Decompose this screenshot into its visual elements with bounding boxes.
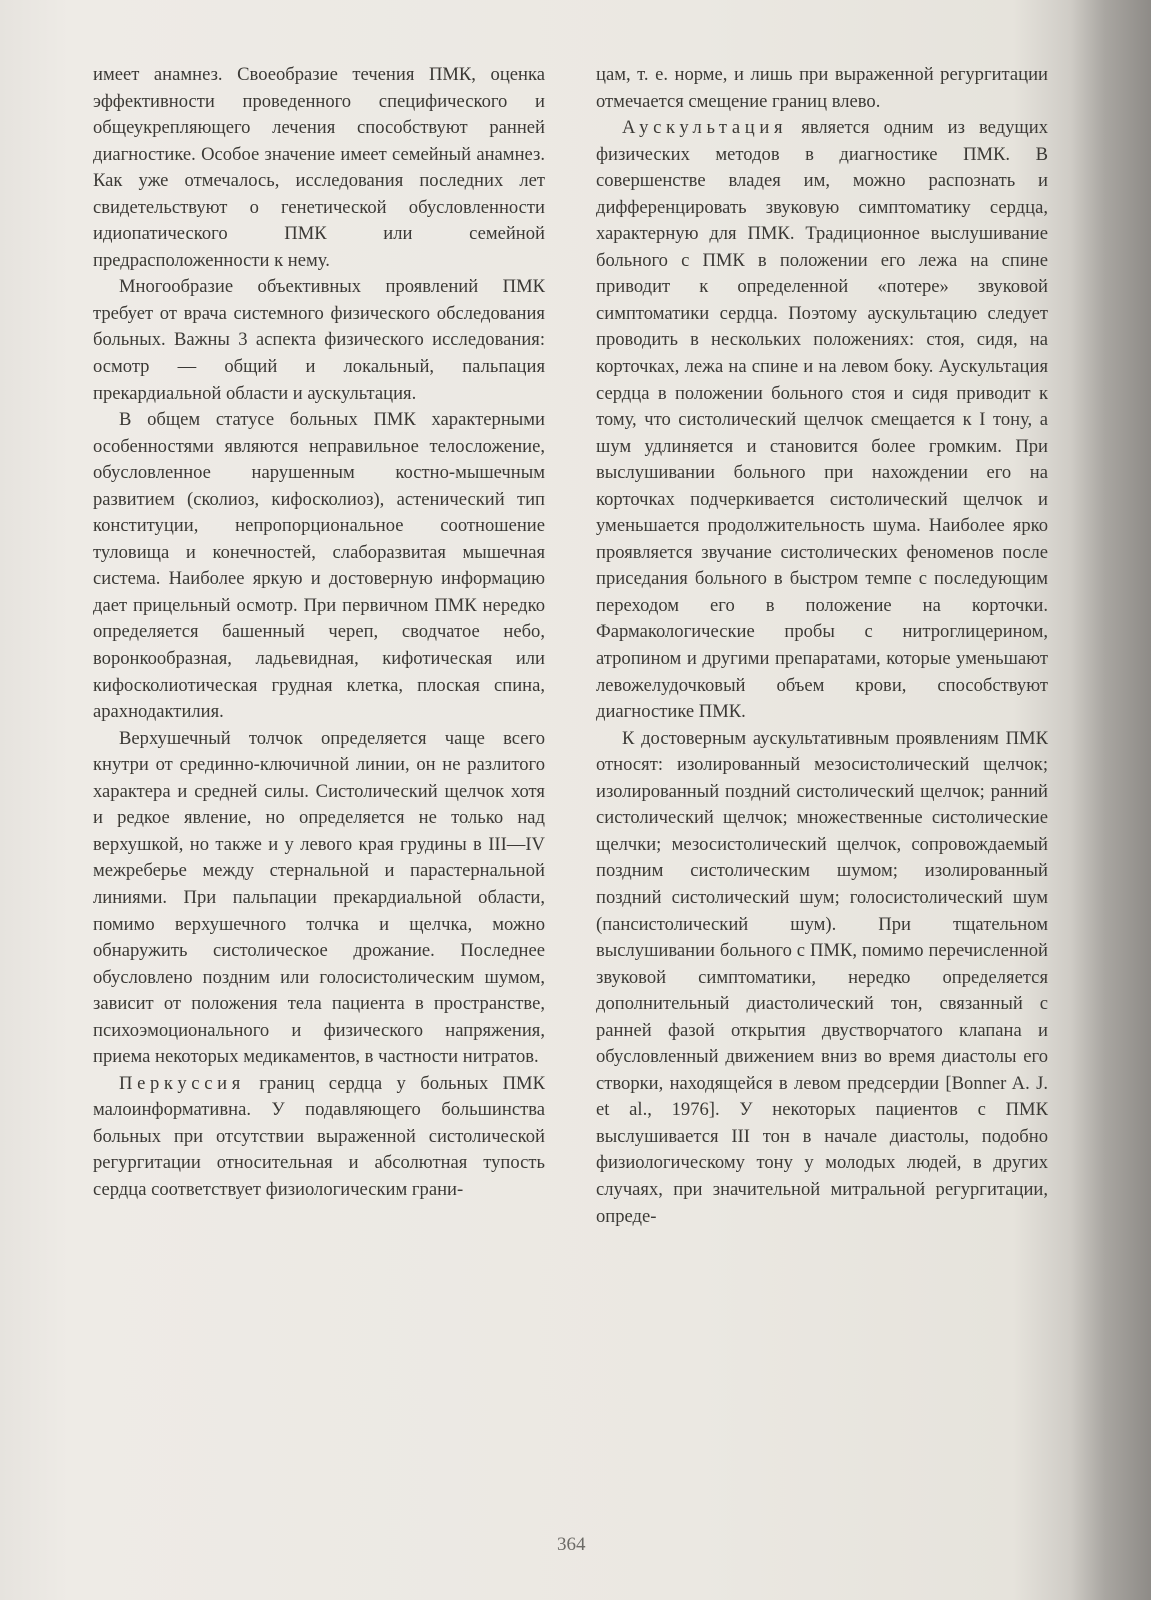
auscultation-text: является одним из ведущих физических методов в диагностике ПМК. В совершенстве владея им, можно распознать и дифференцировать звуковую симптоматику сердца, характерную для ПМК. Традиционное выслушивание больного с ПМК в положении его лежа на спине приводит к определенной «потере» звуковой симптоматики сердца. Поэтому аускультацию следует проводить в нескольких положениях: стоя, сидя, на корточках, лежа на спине и на левом боку. Аускультация сердца в положении больного стоя и сидя приводит к тому, что систолический щелчок смещается к I тону, а шум удлиняется и становится более громким. При выслушивании больного при нахождении его на корточках подчеркивается систолический щелчок и уменьшается продолжительность шума. Наиболее ярко проявляется звучание систолических феноменов после приседания больного в быстром темпе с последующим переходом его в положение на корточки. Фармакологические пробы с нитроглицерином, атропином и другими препаратами, которые уменьшают левожелудочковый объем крови, способствуют диагностике ПМК. bbox=[596, 117, 1048, 723]
page-number: 364 bbox=[557, 1534, 586, 1555]
paragraph-general-status: В общем статусе больных ПМК характерными особенностями являются неправильное телосложение, обусловленное нарушенным костно-мышечным развитием (сколиоз, кифосколиоз), астенический тип конституции, непропорциональное соотношение туловища и конечностей, слаборазвитая мышечная система. Наиболее яркую и достоверную информацию дает прицельный осмотр. При первичном ПМК нередко определяется башенный череп, сводчатое небо, воронкообразная, ладьевидная, кифотическая или кифосколиотическая грудная клетка, плоская спина, арахнодактилия. bbox=[93, 409, 545, 723]
percussion-text: границ сердца у больных ПМК малоинформативна. У подавляющего большинства больных при отсутствии выраженной систолической регургитации относительная и абсолютная тупость сердца соответствует физиологическим грани- bbox=[93, 1072, 545, 1200]
percussion-heading: Перкуссия bbox=[119, 1072, 245, 1094]
paragraph-objective-manifestations: Многообразие объективных проявлений ПМК требует от врача системного физического обследования больных. Важны 3 аспекта физического исследования: осмотр — общий и локальный, пальпация прекардиальной области и аускультация. bbox=[93, 276, 545, 404]
auscultation-heading: Аускультация bbox=[622, 117, 788, 139]
paragraph-apex-beat: Верхушечный толчок определяется чаще всего кнутри от срединно-ключичной линии, он не разлитого характера и средней силы. Систолический щелчок хотя и редкое явление, но определяется не только над верхушкой, но также и у левого края грудины в III—IV межреберье между стернальной и парастернальной линиями. При пальпации прекардиальной области, помимо верхушечного толчка и щелчка, можно обнаружить систолическое дрожание. Последнее обусловлено поздним или голосистолическим шумом, зависит от положения тела пациента в пространстве, психоэмоционального и физического напряжения, приема некоторых медикаментов, в частности нитратов. bbox=[93, 727, 545, 1068]
right-text-column bbox=[596, 62, 1048, 1230]
paragraph-borders-continued: цам, т. е. норме, и лишь при выраженной регургитации отмечается смещение границ влево. bbox=[596, 64, 1048, 112]
paragraph-anamnesis: имеет анамнез. Своеобразие течения ПМК, оценка эффективности проведенного специфического и общеукрепляющего лечения способствуют ранней диагностике. Особое значение имеет семейный анамнез. Как уже отмечалось, исследования последних лет свидетельствуют о генетической обусловленности идиопатического ПМК или семейной предрасположенности к нему. bbox=[93, 64, 545, 271]
paragraph-auscultative-signs: К достоверным аускультативным проявлениям ПМК относят: изолированный мезосистолический щелчок; изолированный поздний систолический щелчок; ранний систолический щелчок; множественные систолические щелчки; мезосистолический щелчок, сопровождаемый поздним систолическим шумом; изолированный поздний систолический шум; голосистолический шум (пансистолический шум). При тщательном выслушивании больного с ПМК, помимо перечисленной звуковой симптоматики, нередко определяется дополнительный диастолический тон, связанный с ранней фазой открытия двустворчатого клапана и обусловленный движением вниз во время диастолы его створки, находящейся в левом предсердии [Bonner A. J. et al., 1976]. У некоторых пациентов с ПМК выслушивается III тон в начале диастолы, подобно физиологическому тону у молодых людей, в других случаях, при значительной митральной регургитации, опреде- bbox=[596, 727, 1048, 1227]
paragraph-percussion bbox=[93, 1071, 545, 1204]
left-text-column bbox=[93, 62, 545, 1204]
paragraph-auscultation bbox=[596, 115, 1048, 726]
